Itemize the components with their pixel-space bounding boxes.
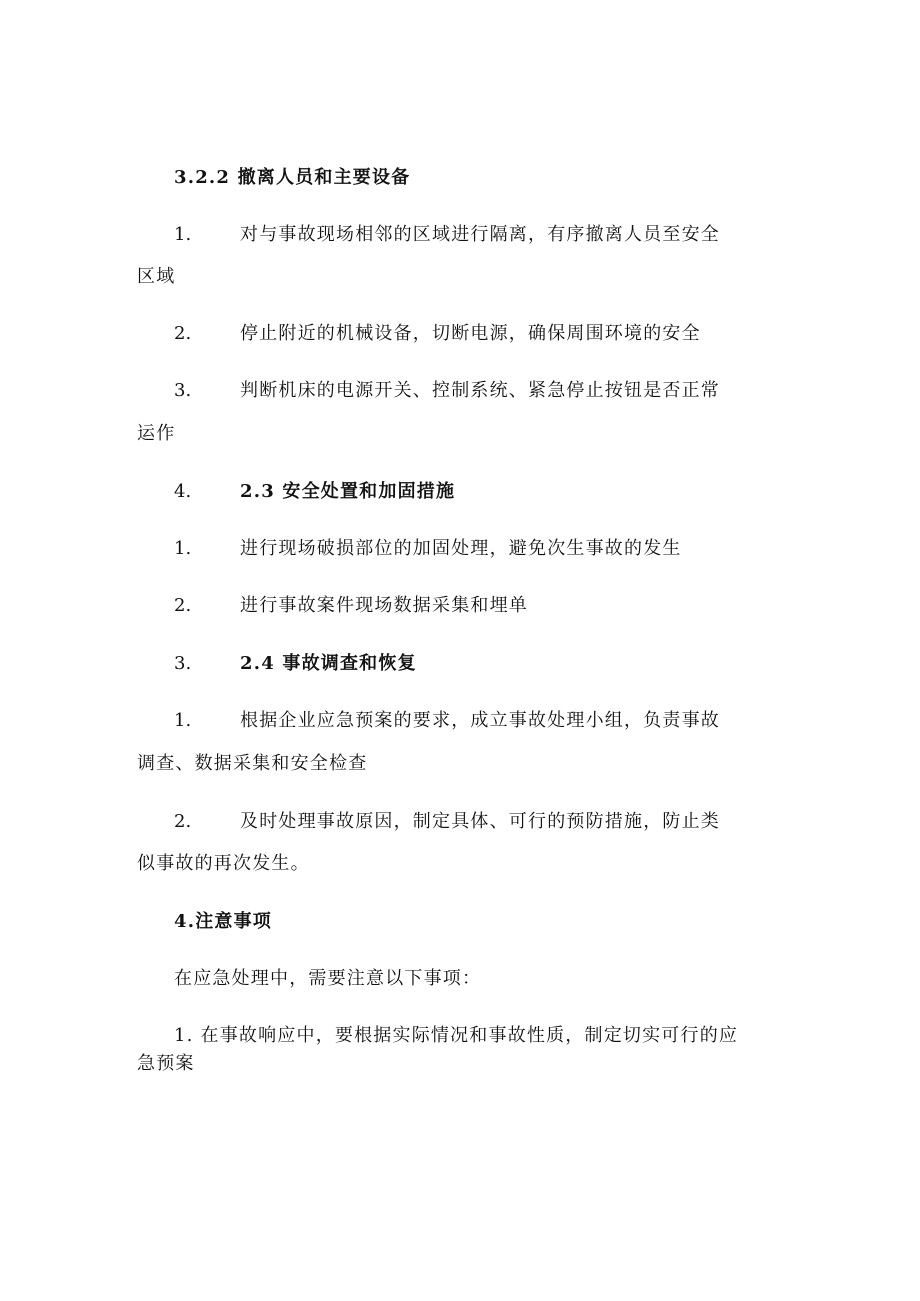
list-item-text: 进行现场破损部位的加固处理，避免次生事故的发生: [240, 538, 682, 559]
list-item-text-continued: 运作: [137, 423, 176, 444]
list-number: 2.: [174, 323, 192, 344]
list-number: 3.: [174, 380, 192, 401]
section-heading-2-4: 2.4 事故调查和恢复: [240, 653, 417, 674]
list-number: 2.: [174, 811, 192, 832]
section-heading-2-3: 2.3 安全处置和加固措施: [240, 481, 456, 502]
list-number: 1.: [174, 710, 192, 731]
list-number: 1.: [174, 538, 192, 559]
list-item-text-continued: 区域: [137, 266, 176, 287]
list-item-text: 停止附近的机械设备，切断电源，确保周围环境的安全: [240, 323, 701, 344]
list-item-text: 判断机床的电源开关、控制系统、紧急停止按钮是否正常: [240, 380, 720, 401]
list-item-text: 根据企业应急预案的要求，成立事故处理小组，负责事故: [240, 710, 720, 731]
list-item-text: 1. 在事故响应中，要根据实际情况和事故性质，制定切实可行的应: [174, 1025, 739, 1046]
list-item-text: 及时处理事故原因，制定具体、可行的预防措施，防止类: [240, 811, 720, 832]
list-item-text-continued: 急预案: [137, 1053, 195, 1074]
list-number: 2.: [174, 595, 192, 616]
paragraph-intro: 在应急处理中，需要注意以下事项：: [174, 968, 482, 989]
list-item-text-continued: 似事故的再次发生。: [137, 853, 310, 874]
section-heading-3-2-2: 3.2.2 撤离人员和主要设备: [174, 167, 411, 188]
list-number: 1.: [174, 224, 192, 245]
list-item-text: 进行事故案件现场数据采集和埋单: [240, 595, 528, 616]
list-number: 3.: [174, 653, 192, 674]
list-number: 4.: [174, 481, 192, 502]
list-item-text: 对与事故现场相邻的区域进行隔离，有序撤离人员至安全: [240, 224, 720, 245]
list-item-text-continued: 调查、数据采集和安全检查: [137, 753, 368, 774]
section-heading-4: 4.注意事项: [174, 911, 272, 932]
